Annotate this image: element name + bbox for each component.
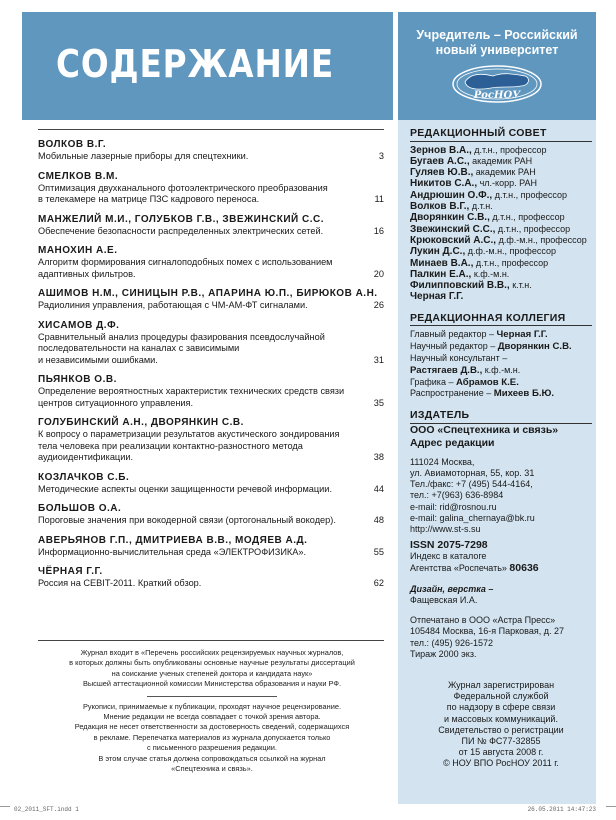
toc-title-row (38, 332, 384, 367)
toc-entry (38, 170, 384, 206)
toc-title: Радиолиния управления, работающая с ЧМ-АМ-ФТ сигналами. (38, 300, 308, 310)
toc-page-number: 35 (373, 397, 384, 408)
toc-title: Оптимизация двухканального фотоэлектрического преобразования в телекамере на матрице ПЗС кадрового переноса. (38, 182, 328, 204)
editorial-notes: Журнал входит в «Перечень российских рецензируемых научных журналов, в которых должны быть опубликованы основные научные результаты диссертаций на соискание ученых степеней доктора и кандидата наук» Высшей аттестационной комиссии Министерства образования и науки РФ. Рукописи, принимаемые к публикации, проходят научное рецензирование. Мнение редакции не всегда совпадает с точкой зрения автора. Редакция не несет ответственности за достоверность сведений, содержащихся в рекламе. Перепечатка материалов из журнала допускается только с письменного разрешения редакции. В этом случае статья должна сопровождаться ссылкой на журнал «Спецтехника и связь». (69, 648, 355, 774)
toc-author: ХИСАМОВ Д.Ф. (38, 319, 120, 331)
toc-entry (38, 287, 384, 312)
toc-author: МАНЖЕЛИЙ М.И., ГОЛУБКОВ Г.В., ЗВЕЖИНСКИЙ С.С. (38, 213, 324, 225)
crop-mark (606, 806, 616, 807)
toc-author: ЧЁРНАЯ Г.Г. (38, 566, 103, 577)
toc-title: К вопросу о параметризации результатов акустического зондирования тела человека при реализации контактно-разностного метода аудиоидентификации. (38, 429, 340, 462)
college-member: Распространение – Михеев Б.Ю. (410, 388, 555, 400)
toc-entry (38, 244, 384, 280)
toc-page-number: 38 (373, 452, 384, 462)
crop-mark (0, 806, 10, 807)
editorial-college-list (410, 329, 592, 400)
contents-header-banner (22, 12, 393, 120)
toc-author: МАНОХИН А.Е. (38, 245, 118, 256)
toc-author: АВЕРЬЯНОВ Г.П., ДМИТРИЕВА В.В., МОДЯЕВ А.Д. (38, 534, 308, 546)
toc-title-row (38, 547, 384, 559)
toc-entry (38, 502, 384, 527)
board-member: Бугаев А.С., академик РАН (410, 155, 533, 167)
table-of-contents (38, 138, 384, 597)
toc-entry (38, 471, 384, 496)
toc-page-number: 62 (373, 578, 384, 588)
toc-page-number: 48 (373, 515, 384, 525)
toc-page-number: 3 (378, 151, 384, 161)
editorial-college-heading: РЕДАКЦИОННАЯ КОЛЛЕГИЯ (410, 313, 592, 327)
catalog-agency: Агентства «Роспечать» 80636 (410, 561, 539, 574)
toc-title: Мобильные лазерные приборы для спецтехники. (38, 151, 249, 161)
toc-title-row (38, 151, 384, 163)
toc-title: Информационно-вычислительная среда «ЭЛЕКТРОФИЗИКА». (38, 546, 307, 557)
toc-author: ГОЛУБИНСКИЙ А.Н., ДВОРЯНКИН С.В. (38, 417, 244, 428)
toc-title: Алгоритм формирования сигналоподобных помех с использованием адаптивных фильтров. (38, 257, 333, 279)
editorial-board-list (410, 145, 592, 303)
board-member: Зернов В.А., д.т.н., профессор (410, 144, 547, 156)
issn: ISSN 2075-7298 (410, 539, 488, 552)
university-logo (451, 64, 543, 104)
toc-entry (38, 534, 384, 559)
logo-text: РосНОУ (473, 90, 521, 101)
editorial-board-heading: РЕДАКЦИОННЫЙ СОВЕТ (410, 128, 592, 142)
catalog-label: Индекс в каталоге (410, 551, 487, 562)
sidebar-content (410, 128, 592, 770)
toc-title-row (38, 386, 384, 409)
toc-title: Россия на CEBIT-2011. Краткий обзор. (38, 578, 202, 588)
college-member: Научный консультант – (410, 352, 508, 363)
toc-page-number: 16 (373, 225, 384, 236)
toc-title-row (38, 429, 384, 464)
toc-entry (38, 138, 384, 163)
college-member: Графика – Абрамов К.Е. (410, 376, 519, 388)
toc-title-row (38, 300, 384, 312)
toc-bottom-rule (38, 640, 384, 641)
toc-page-number: 20 (373, 268, 384, 279)
toc-entry (38, 373, 384, 409)
catalog-index: 80636 (509, 561, 539, 574)
board-member: Дворянкин С.В., д.т.н., профессор (410, 212, 565, 224)
publisher-name: ООО «Спецтехника и связь» (410, 423, 559, 436)
toc-title: Сравнительный анализ процедуры фазирования псевдослучайной последовательности на каналах с зависимыми и независимыми ошибками. (38, 331, 325, 365)
toc-author: БОЛЬШОВ О.А. (38, 503, 122, 514)
board-member: Звежинский С.С., д.т.н., профессор (410, 223, 571, 235)
toc-page-number: 55 (373, 546, 384, 557)
toc-entry (38, 319, 384, 367)
toc-title-row (38, 226, 384, 238)
address-block: 111024 Москва, ул. Авиамоторная, 55, кор. 31 Тел./факс: +7 (495) 544-4164, тел.: +7(963) 636-8984 e-mail: rid@rosnou.ru e-mail: galina_chernaya@bk.ru http://www.st-s.su (410, 456, 535, 534)
toc-title: Обеспечение безопасности распределенных электрических сетей. (38, 225, 324, 236)
toc-title-row (38, 578, 384, 590)
board-member: Андрюшин О.Ф., д.т.н., профессор (410, 189, 567, 201)
toc-page-number: 11 (374, 194, 384, 204)
board-member: Минаев В.А., д.т.н., профессор (410, 257, 549, 269)
print-info: Отпечатано в ООО «Астра Пресс» 105484 Москва, 16-я Парковая, д. 27 тел.: (495) 926-1572 Тираж 2000 экз. (410, 615, 564, 659)
design-name: Фащевская И.А. (410, 594, 478, 605)
board-member: Волков В.Г., д.т.н. (410, 201, 493, 213)
toc-author: КОЗЛАЧКОВ С.Б. (38, 471, 130, 483)
toc-title-row (38, 515, 384, 527)
toc-title-row (38, 183, 384, 206)
toc-page-number: 26 (373, 300, 384, 310)
toc-title: Пороговые значения при вокодерной связи (ортогональный вокодер). (38, 515, 336, 525)
page-title: СОДЕРЖАНИЕ (56, 42, 335, 86)
founder-text: Учредитель – Российский новый университет (416, 28, 578, 57)
board-member: Крюковский А.С., д.ф.-м.н., профессор (410, 234, 587, 246)
footer-file-name: 02_2011_SFT.indd 1 (14, 806, 79, 813)
footer-timestamp: 26.05.2011 14:47:23 (527, 806, 596, 813)
college-member: Растягаев Д.В., к.ф.-м.н. (410, 364, 521, 376)
toc-page-number: 31 (373, 354, 384, 365)
college-member: Научный редактор – Дворянкин С.В. (410, 341, 572, 353)
address-heading: Адрес редакции (410, 436, 495, 449)
toc-entry (38, 213, 384, 238)
publisher-heading: ИЗДАТЕЛЬ (410, 410, 592, 424)
board-member: Филипповский В.В., к.т.н. (410, 280, 532, 292)
toc-entry (38, 565, 384, 590)
college-member: Главный редактор – Черная Г.Г. (410, 329, 548, 341)
board-member: Никитов С.А., чл.-корр. РАН (410, 178, 538, 190)
board-member: Гуляев Ю.В., академик РАН (410, 167, 536, 179)
board-member: Палкин Е.А., к.ф.-м.н. (410, 268, 510, 280)
toc-title: Методические аспекты оценки защищенности речевой информации. (38, 483, 332, 494)
toc-author: ПЬЯНКОВ О.В. (38, 374, 117, 385)
toc-author: СМЕЛКОВ В.М. (38, 170, 119, 182)
toc-title: Определение вероятностных характеристик технических средств связи центров ситуационного управления. (38, 386, 345, 408)
toc-page-number: 44 (373, 483, 384, 494)
notes-separator (147, 696, 277, 697)
board-member: Черная Г.Г. (410, 291, 464, 303)
toc-entry (38, 416, 384, 464)
toc-author: ВОЛКОВ В.Г. (38, 139, 107, 150)
design-heading: Дизайн, верстка – (410, 583, 494, 594)
toc-title-row (38, 484, 384, 496)
toc-author: АШИМОВ Н.М., СИНИЦЫН Р.В., АПАРИНА Ю.П., БИРЮКОВ А.Н. (38, 288, 378, 299)
board-member: Лукин Д.С., д.ф.-м.н., профессор (410, 246, 556, 258)
toc-top-rule (38, 129, 384, 130)
toc-title-row (38, 257, 384, 280)
registration-info: Журнал зарегистрирован Федеральной службой по надзору в сфере связи и массовых коммуникаций. Свидетельство о регистрации ПИ № ФС77-32855 от 15 августа 2008 г. © НОУ ВПО РосНОУ 2011 г. (438, 679, 564, 769)
